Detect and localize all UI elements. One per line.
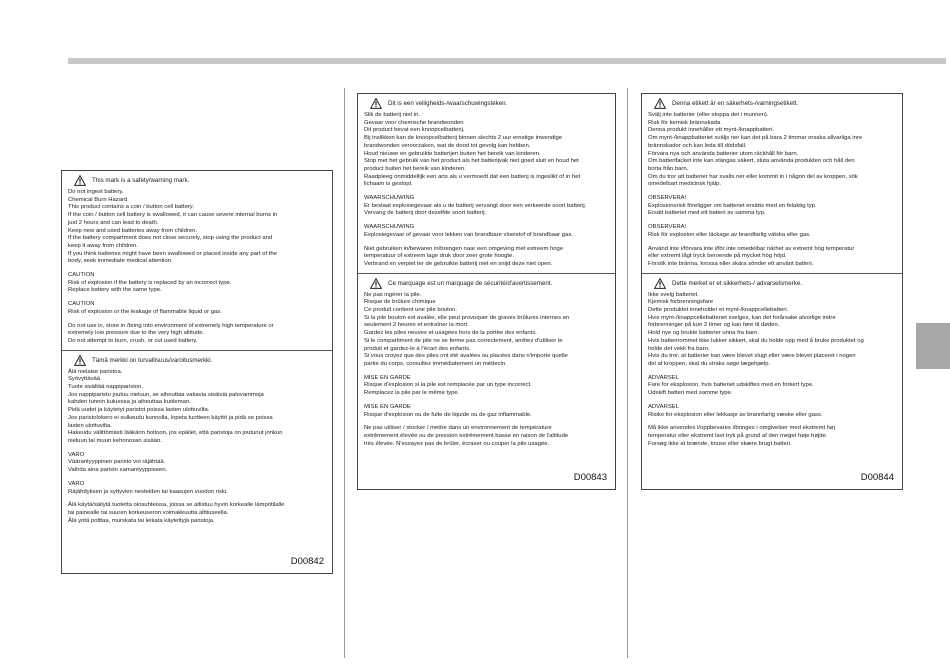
environment-warning: Niet gebruiken in/bewaren in/brengen naar een omgeving met extreem hoge temperatuur of extreem lage druk door zeer grote hoogte. Verbrand en verplet ter de gebruikte batterij niet en snijd deze niet open. <box>364 245 564 267</box>
caution-title: WAARSCHUWING <box>364 195 415 202</box>
warning-heading-text: Ce marquage est un marquage de sécurité/d'avertissement. <box>388 279 553 287</box>
figure-code: D00843 <box>573 472 607 483</box>
label-panel-d00842 <box>61 170 333 574</box>
caution-title: CAUTION <box>68 272 95 279</box>
warning-triangle-icon <box>654 278 666 289</box>
environment-warning: Do not use in, store in /bring into environment of extremely high temperature or extremely low pressure due to the very high altitude. Do not attempt to burn, crush, or cut used battery. <box>68 322 274 344</box>
warning-section-en <box>62 171 332 346</box>
warning-heading <box>68 171 326 189</box>
environment-warning: Älä käytä/säilytä tuotetta olosuhteissa, joissa se altistuu hyvin korkealle lämpötilalle tai painealle tai suuren korkeuseron voimakkuutta alttiuseella. Älä yritä polttaa, murskata tai leikata käytettyjä paristoja. <box>68 502 285 524</box>
caution-body: Explosiegevaar of gevaar voor lekken van brandbare vloeistof of brandbaar gas. <box>364 231 573 238</box>
caution-title: MISE EN GARDE <box>364 403 411 410</box>
figure-code: D00844 <box>860 472 894 483</box>
caution-body: Fare for eksplosion, hvis batteriet udskiftes med en forkert type. Udskift batteri med samme type. <box>648 382 814 397</box>
label-panel-d00844 <box>641 93 903 490</box>
warning-heading-text: Tämä merkki on turvallisuus/varoitusmerkki. <box>92 356 213 364</box>
warning-triangle-icon <box>74 355 86 366</box>
warning-body: Älä nielaise paristoa. Syövyttävää Tuote sisältää nappipariston. Jos nappiparisto joutuu nieluun, se aiheuttaa vakavia sisäisiä palovammoja kahden tunnin kuluessa ja aiheuttaa kuoleman. Pidä uudet ja käytetyt paristot poissa lasten ulottuvilta. Jos paristolokero ei sulkeudu kunnolla, lopeta tuotteen käyttö ja pidä se poissa lasten ulottuvilta. Hakeudu välittömästi lääkärin hoitoon, jos epäilet, että paristoja on joutunut jonkun nieluun tai muun kehonosan sisään. <box>68 368 283 444</box>
warning-section-fr <box>358 274 615 449</box>
caution-title: ADVARSEL <box>648 403 679 410</box>
warning-heading-text: This mark is a safety/warning mark. <box>92 177 190 184</box>
caution-body: Risque d'explosion ou de fuite de liquide ou de gaz inflammable. <box>364 411 532 418</box>
caution-title: ADVARSEL <box>648 374 679 381</box>
warning-heading-text: Dette merket er et sikkerhets-/ advarselsmerke. <box>672 279 802 287</box>
caution-body: Risk of explosion if the battery is replaced by an incorrect type. Replace battery with the same type. <box>68 279 232 294</box>
caution-title: CAUTION <box>68 301 95 308</box>
warning-heading <box>648 94 896 112</box>
caution-body: Risiko for eksplosion eller lekkasje av brannfarlig væske eller gass. <box>648 411 823 418</box>
chapter-tab <box>916 323 950 369</box>
warning-heading <box>364 274 609 292</box>
warning-section-nl <box>358 94 615 269</box>
environment-warning: Ne pas utiliser / stocker / mettre dans un environnement de température extrêmement élevée ou de pression extrêmement basse en raison de l'altitude très élevée. N'essayez pas de brûler, écraser ou couper la pile usagée. <box>364 425 569 447</box>
caution-title: VARO <box>68 480 85 487</box>
warning-heading-text: Denna etikett är en säkerhets-/varningsetikett. <box>672 100 799 107</box>
environment-warning: Må ikke anvendes i/oppbevares i/bringes i omgivelser med ekstremt høj temperatur eller ekstremt lavt tryk på grund af den meget høje højde. Forsøg ikke at brænde, knuse eller skære brugt batteri. <box>648 425 835 447</box>
caution-title: WAARSCHUWING <box>364 224 415 231</box>
warning-triangle-icon <box>74 175 86 186</box>
caution-body: Er bestaat explosiegevaar als u de batterij vervangt door een verkeerde soort batterij. Vervang de batterij door dezelfde soort batterij. <box>364 202 587 217</box>
label-panel-d00843 <box>357 93 616 490</box>
caution-title: VARO <box>68 451 85 458</box>
warning-heading <box>68 351 326 369</box>
caution-body: Risque d'explosion si la pile est remplacée par un type incorrect. Remplacez la pile par le même type. <box>364 382 532 397</box>
warning-section-fi <box>62 351 332 526</box>
header-rule <box>68 58 946 64</box>
column-divider <box>627 88 628 658</box>
caution-title: OBSERVERA! <box>648 195 687 202</box>
warning-triangle-icon <box>370 98 382 109</box>
caution-body: Räjähdyksen ja syttyvien nesteiden tai kaasujen vuodon riski. <box>68 488 228 495</box>
warning-body: Svälj inte batterier (eller stoppa det i munnen). Risk för kemisk brännskada Denna produkt innehåller ett mynt-/knappbatteri. Om mynt-/knappbatteriet sväljs ner kan det på bara 2 timmar orsaka allvarliga inre brännskador och kan leda till dödsfall. Förvara nya och använda batterier utom räckhåll för barn. Om batterifacket inte kan stängas säkert, sluta använda produkten och håll den borta från barn. Om du tror att batterier har svalts ner eller kommit in i någon del av kroppen, sök omedelbart medicinsk hjälp. <box>648 112 863 188</box>
warning-heading <box>364 94 609 112</box>
warning-triangle-icon <box>370 278 382 289</box>
warning-body: Ikke svelg batteriet. Kjemisk forbrenningsfare Dette produktet inneholder et mynt-/knappcellebatteri. Hvis mynt-/knappcellebatteriet svelges, kan det forårsake alvorlige indre forbrenninger på kun 2 timer og kan føre til døden. Hold nye og brukte batterier unna fra barn. Hvis batterirommet ikke lukker sikkert, skal du holde opp med å bruke produktet og holde det vekk fra barn. Hvis du tror, at batterier kan være blevet slugt eller være blevet placeret i nogen del af kroppen, skal du straks søge lægehjælp. <box>648 291 864 367</box>
warning-body: Slik de batterij niet in. Gevaar voor chemische brandwonden Dit product bevat een knoopcelbatterij. Bij inslikken kan de knoopcelbatterij binnen slechts 2 uur ernstige inwendige brandwonden veroorzaken, wat de dood tot gevolg kan hebben. Houd nieuwe en gebruikte batterijen buiten het bereik van kinderen. Stop met het gebruik van het product als het batterijvak niet goed sluit en houd het product buiten het bereik van kinderen. Raadpleeg onmiddellijk een arts als u vermoedt dat een batterij is ingeslikt of in het lichaam is gestopt. <box>364 112 581 188</box>
warning-body: Do not ingest battery. Chemical Burn Hazard This product contains a coin / button cell battery. If the coin / button cell battery is swallowed, it can cause severe internal burns in just 2 hours and can lead to death. Keep new and used batteries away from children. If the battery compartment does not close securely, stop using the product and keep it away from children. If you think batteries might have been swallowed or placed inside any part of the body, seek immediate medical attention. <box>68 189 278 265</box>
warning-section-no <box>642 274 902 449</box>
column-divider <box>344 88 345 658</box>
caution-body: Väärantyyppinen paristo voi räjähtää. Vaihda aina paristo samantyyppiseen. <box>68 459 168 474</box>
warning-heading <box>648 274 896 292</box>
figure-code: D00842 <box>290 556 324 567</box>
warning-triangle-icon <box>654 98 666 109</box>
caution-title: MISE EN GARDE <box>364 374 411 381</box>
environment-warning: Använd inte i/förvara inte i/för inte omedelbar närhet av extremt hög temperatur eller extremt lågt tryck beroende på mycket hög höjd. Försök inte bränna, krossa eller skära sönder ett använt batteri. <box>648 245 855 267</box>
caution-body: Risk of explosion or the leakage of flammable liquid or gas. <box>68 308 222 315</box>
caution-body: Explosionsrisk föreligger om batteriet ersätts med en felaktig typ. Ersätt batteriet med ett batteri av samma typ. <box>648 202 817 217</box>
warning-heading-text: Dit is een veiligheids-/waarschuwingsteken. <box>388 100 508 107</box>
warning-body: Ne pas ingérer la pile. Risque de brûlure chimique Ce produit contient une pile bouton. Si la pile bouton est avalée, elle peut provoquer de graves brûlures internes en seulement 2 heures et entraîner la mort. Gardez les piles neuves et usagées hors de la portée des enfants. Si le compartiment de pile ne se ferme pas correctement, arrêtez d'utiliser le produit et gardez-le à l'écart des enfants. Si vous croyez que des piles ont été avalées ou placées dans n'importe quelle partie du corps, consultez immédiatement un médecin. <box>364 291 570 367</box>
caution-body: Risk för explosion eller läckage av brandfarlig vätska eller gas. <box>648 231 811 238</box>
caution-title: OBSERVERA! <box>648 224 687 231</box>
warning-section-sv <box>642 94 902 269</box>
